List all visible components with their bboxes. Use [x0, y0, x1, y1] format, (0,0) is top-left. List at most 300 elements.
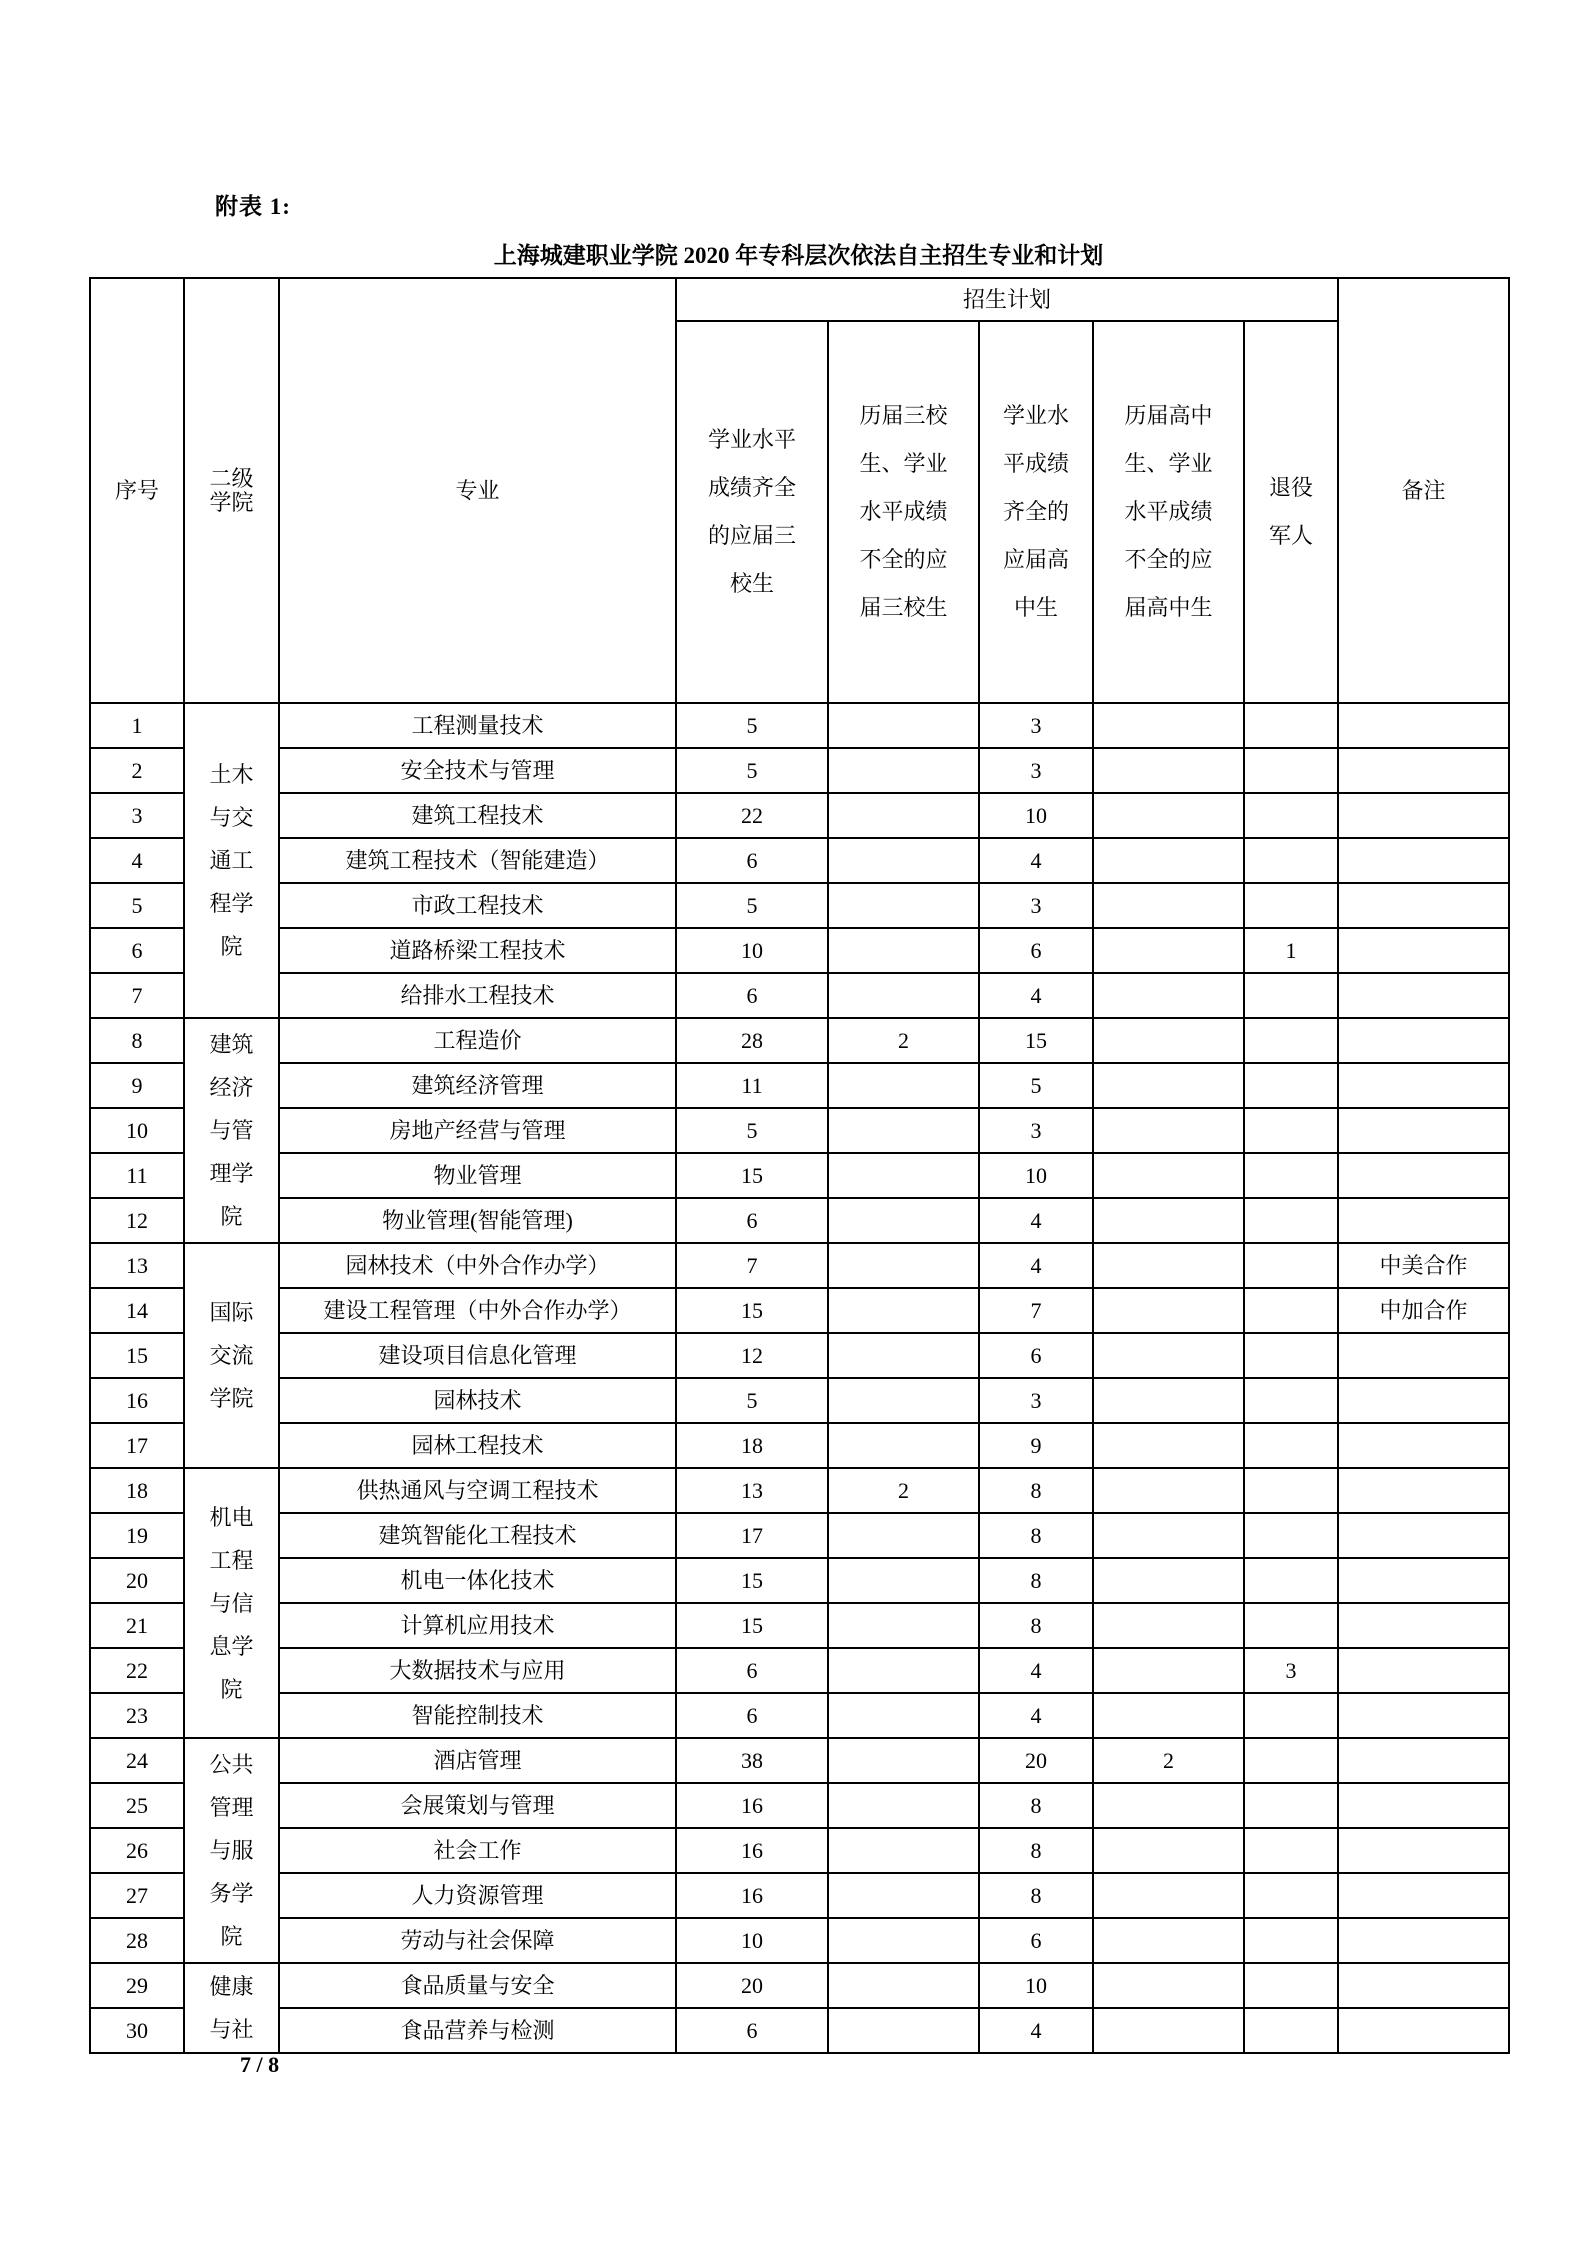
- major-cell: 工程测量技术: [279, 703, 676, 748]
- plan-fresh3-cell: 18: [676, 1423, 828, 1468]
- plan-pasths-cell: [1093, 1243, 1244, 1288]
- plan-fresh3-cell: 5: [676, 1378, 828, 1423]
- plan-freshhs-cell: 10: [979, 793, 1093, 838]
- remark-cell: [1338, 1153, 1509, 1198]
- major-cell: 建筑经济管理: [279, 1063, 676, 1108]
- plan-veteran-cell: [1244, 1378, 1338, 1423]
- table-row: [90, 1873, 1509, 1918]
- plan-freshhs-cell: 4: [979, 1198, 1093, 1243]
- plan-fresh3-cell: 10: [676, 928, 828, 973]
- table-row: [90, 1243, 1509, 1288]
- plan-past3-cell: [828, 973, 979, 1018]
- col-header-plan-group: [676, 278, 1338, 321]
- table-row: [90, 1513, 1509, 1558]
- plan-pasths-cell: [1093, 1288, 1244, 1333]
- remark-cell: [1338, 2008, 1509, 2053]
- col-header-past3-label: 历届三校生、学业水平成绩不全的应届三校生: [859, 403, 948, 620]
- plan-fresh3-cell: 28: [676, 1018, 828, 1063]
- remark-cell: 中美合作: [1338, 1243, 1509, 1288]
- plan-past3-cell: 2: [828, 1018, 979, 1063]
- major-cell: 会展策划与管理: [279, 1783, 676, 1828]
- plan-past3-cell: [828, 1828, 979, 1873]
- plan-past3-cell: [828, 1693, 979, 1738]
- plan-fresh3-cell: 6: [676, 2008, 828, 2053]
- major-cell: 劳动与社会保障: [279, 1918, 676, 1963]
- row-number-cell: 10: [90, 1108, 184, 1153]
- remark-cell: [1338, 1468, 1509, 1513]
- remark-cell: [1338, 1423, 1509, 1468]
- plan-freshhs-cell: 3: [979, 1378, 1093, 1423]
- plan-fresh3-cell: 16: [676, 1828, 828, 1873]
- row-number-cell: 28: [90, 1918, 184, 1963]
- plan-past3-cell: [828, 1918, 979, 1963]
- major-cell: 道路桥梁工程技术: [279, 928, 676, 973]
- major-cell: 给排水工程技术: [279, 973, 676, 1018]
- plan-freshhs-cell: 20: [979, 1738, 1093, 1783]
- remark-cell: [1338, 1378, 1509, 1423]
- table-row: [90, 1423, 1509, 1468]
- row-number-cell: 20: [90, 1558, 184, 1603]
- remark-cell: [1338, 1603, 1509, 1648]
- plan-veteran-cell: [1244, 1963, 1338, 2008]
- plan-fresh3-cell: 6: [676, 973, 828, 1018]
- plan-past3-cell: [828, 1198, 979, 1243]
- plan-freshhs-cell: 3: [979, 703, 1093, 748]
- remark-cell: [1338, 1513, 1509, 1558]
- plan-past3-cell: [828, 838, 979, 883]
- plan-freshhs-cell: 10: [979, 1153, 1093, 1198]
- plan-past3-cell: [828, 1648, 979, 1693]
- row-number-cell: 21: [90, 1603, 184, 1648]
- plan-freshhs-cell: 15: [979, 1018, 1093, 1063]
- row-number-cell: 24: [90, 1738, 184, 1783]
- remark-cell: [1338, 838, 1509, 883]
- plan-veteran-cell: [1244, 1513, 1338, 1558]
- plan-veteran-cell: [1244, 1288, 1338, 1333]
- plan-fresh3-cell: 13: [676, 1468, 828, 1513]
- remark-cell: [1338, 1738, 1509, 1783]
- plan-pasths-cell: [1093, 1423, 1244, 1468]
- table-row: [90, 1693, 1509, 1738]
- table-row: [90, 1198, 1509, 1243]
- major-cell: 人力资源管理: [279, 1873, 676, 1918]
- plan-freshhs-cell: 7: [979, 1288, 1093, 1333]
- plan-pasths-cell: [1093, 2008, 1244, 2053]
- plan-fresh3-cell: 5: [676, 703, 828, 748]
- plan-veteran-cell: [1244, 1693, 1338, 1738]
- major-cell: 建设项目信息化管理: [279, 1333, 676, 1378]
- plan-pasths-cell: [1093, 1873, 1244, 1918]
- plan-freshhs-cell: 3: [979, 883, 1093, 928]
- plan-past3-cell: [828, 883, 979, 928]
- major-cell: 供热通风与空调工程技术: [279, 1468, 676, 1513]
- plan-past3-cell: [828, 1963, 979, 2008]
- plan-veteran-cell: 3: [1244, 1648, 1338, 1693]
- plan-freshhs-cell: 4: [979, 1693, 1093, 1738]
- plan-freshhs-cell: 8: [979, 1828, 1093, 1873]
- plan-pasths-cell: [1093, 883, 1244, 928]
- remark-cell: [1338, 1693, 1509, 1738]
- row-number-cell: 6: [90, 928, 184, 973]
- plan-veteran-cell: [1244, 748, 1338, 793]
- plan-freshhs-cell: 6: [979, 1333, 1093, 1378]
- plan-past3-cell: [828, 1513, 979, 1558]
- plan-past3-cell: [828, 1288, 979, 1333]
- plan-pasths-cell: [1093, 1378, 1244, 1423]
- major-cell: 物业管理(智能管理): [279, 1198, 676, 1243]
- table-row: [90, 1018, 1509, 1063]
- enrollment-table: [89, 277, 1510, 2054]
- major-cell: 园林工程技术: [279, 1423, 676, 1468]
- table-row: [90, 838, 1509, 883]
- plan-veteran-cell: [1244, 1243, 1338, 1288]
- table-row: [90, 1378, 1509, 1423]
- plan-freshhs-cell: 8: [979, 1603, 1093, 1648]
- plan-fresh3-cell: 6: [676, 1693, 828, 1738]
- major-cell: 建设工程管理（中外合作办学）: [279, 1288, 676, 1333]
- remark-cell: [1338, 1198, 1509, 1243]
- table-row: [90, 1828, 1509, 1873]
- major-cell: 园林技术（中外合作办学）: [279, 1243, 676, 1288]
- col-header-fresh3: [676, 321, 828, 703]
- table-row: [90, 748, 1509, 793]
- plan-veteran-cell: [1244, 883, 1338, 928]
- major-cell: 酒店管理: [279, 1738, 676, 1783]
- col-header-major: [279, 278, 676, 703]
- plan-veteran-cell: [1244, 1783, 1338, 1828]
- plan-pasths-cell: [1093, 1198, 1244, 1243]
- table-row: [90, 1738, 1509, 1783]
- row-number-cell: 30: [90, 2008, 184, 2053]
- plan-pasths-cell: [1093, 748, 1244, 793]
- major-cell: 园林技术: [279, 1378, 676, 1423]
- col-header-pasths: [1093, 321, 1244, 703]
- plan-past3-cell: [828, 1378, 979, 1423]
- row-number-cell: 14: [90, 1288, 184, 1333]
- plan-freshhs-cell: 3: [979, 748, 1093, 793]
- major-cell: 食品营养与检测: [279, 2008, 676, 2053]
- plan-fresh3-cell: 17: [676, 1513, 828, 1558]
- remark-cell: [1338, 1648, 1509, 1693]
- table-row: [90, 1468, 1509, 1513]
- remark-cell: [1338, 703, 1509, 748]
- row-number-cell: 7: [90, 973, 184, 1018]
- col-header-major-label: 专业: [455, 477, 500, 503]
- plan-fresh3-cell: 15: [676, 1558, 828, 1603]
- college-name: 健康与社: [209, 1974, 254, 2042]
- plan-pasths-cell: [1093, 1693, 1244, 1738]
- plan-pasths-cell: [1093, 973, 1244, 1018]
- col-header-fresh3-label: 学业水平成绩齐全的应届三校生: [707, 427, 796, 596]
- plan-pasths-cell: [1093, 793, 1244, 838]
- table-row: [90, 1108, 1509, 1153]
- plan-pasths-cell: [1093, 1558, 1244, 1603]
- plan-freshhs-cell: 4: [979, 1648, 1093, 1693]
- plan-past3-cell: [828, 703, 979, 748]
- table-body: [90, 703, 1509, 2053]
- plan-pasths-cell: [1093, 1603, 1244, 1648]
- table-row: [90, 2008, 1509, 2053]
- row-number-cell: 9: [90, 1063, 184, 1108]
- remark-cell: [1338, 1918, 1509, 1963]
- plan-fresh3-cell: 5: [676, 883, 828, 928]
- remark-cell: [1338, 1018, 1509, 1063]
- row-number-cell: 3: [90, 793, 184, 838]
- college-cell: [184, 1468, 279, 1738]
- plan-fresh3-cell: 22: [676, 793, 828, 838]
- plan-freshhs-cell: 6: [979, 1918, 1093, 1963]
- plan-pasths-cell: [1093, 1018, 1244, 1063]
- plan-veteran-cell: [1244, 1558, 1338, 1603]
- row-number-cell: 5: [90, 883, 184, 928]
- table-row: [90, 1558, 1509, 1603]
- plan-veteran-cell: [1244, 1063, 1338, 1108]
- plan-veteran-cell: [1244, 1828, 1338, 1873]
- row-number-cell: 16: [90, 1378, 184, 1423]
- remark-cell: [1338, 748, 1509, 793]
- table-row: [90, 1063, 1509, 1108]
- row-number-cell: 22: [90, 1648, 184, 1693]
- plan-fresh3-cell: 6: [676, 838, 828, 883]
- plan-past3-cell: [828, 1558, 979, 1603]
- plan-freshhs-cell: 6: [979, 928, 1093, 973]
- plan-fresh3-cell: 6: [676, 1648, 828, 1693]
- col-header-veteran-label: 退役军人: [1268, 475, 1313, 548]
- plan-freshhs-cell: 9: [979, 1423, 1093, 1468]
- plan-fresh3-cell: 20: [676, 1963, 828, 2008]
- plan-veteran-cell: [1244, 1333, 1338, 1378]
- plan-fresh3-cell: 5: [676, 1108, 828, 1153]
- row-number-cell: 12: [90, 1198, 184, 1243]
- plan-past3-cell: 2: [828, 1468, 979, 1513]
- remark-cell: [1338, 1558, 1509, 1603]
- plan-fresh3-cell: 16: [676, 1783, 828, 1828]
- plan-freshhs-cell: 10: [979, 1963, 1093, 2008]
- plan-past3-cell: [828, 2008, 979, 2053]
- remark-cell: 中加合作: [1338, 1288, 1509, 1333]
- plan-fresh3-cell: 38: [676, 1738, 828, 1783]
- major-cell: 建筑智能化工程技术: [279, 1513, 676, 1558]
- header-row-top: [90, 278, 1509, 321]
- plan-fresh3-cell: 7: [676, 1243, 828, 1288]
- plan-freshhs-cell: 8: [979, 1873, 1093, 1918]
- plan-past3-cell: [828, 1423, 979, 1468]
- col-header-pasths-label: 历届高中生、学业水平成绩不全的应届高中生: [1124, 403, 1213, 620]
- plan-freshhs-cell: 3: [979, 1108, 1093, 1153]
- table-row: [90, 703, 1509, 748]
- plan-veteran-cell: [1244, 973, 1338, 1018]
- col-header-college: [184, 278, 279, 703]
- remark-cell: [1338, 1783, 1509, 1828]
- major-cell: 大数据技术与应用: [279, 1648, 676, 1693]
- row-number-cell: 8: [90, 1018, 184, 1063]
- remark-cell: [1338, 1063, 1509, 1108]
- plan-veteran-cell: [1244, 793, 1338, 838]
- plan-past3-cell: [828, 1603, 979, 1648]
- plan-pasths-cell: [1093, 1918, 1244, 1963]
- plan-past3-cell: [828, 1153, 979, 1198]
- major-cell: 食品质量与安全: [279, 1963, 676, 2008]
- major-cell: 建筑工程技术（智能建造）: [279, 838, 676, 883]
- row-number-cell: 26: [90, 1828, 184, 1873]
- row-number-cell: 23: [90, 1693, 184, 1738]
- college-cell: [184, 1963, 279, 2053]
- major-cell: 计算机应用技术: [279, 1603, 676, 1648]
- college-name: 建筑经济与管理学院: [209, 1032, 254, 1229]
- plan-veteran-cell: [1244, 2008, 1338, 2053]
- college-name: 机电工程与信息学院: [209, 1504, 254, 1702]
- table-row: [90, 883, 1509, 928]
- remark-cell: [1338, 1333, 1509, 1378]
- table-row: [90, 1153, 1509, 1198]
- college-name: 国际交流学院: [209, 1300, 254, 1411]
- page-number: 7 / 8: [240, 2052, 280, 2077]
- plan-freshhs-cell: 4: [979, 973, 1093, 1018]
- plan-veteran-cell: [1244, 1918, 1338, 1963]
- plan-pasths-cell: [1093, 1063, 1244, 1108]
- row-number-cell: 4: [90, 838, 184, 883]
- table-row: [90, 1918, 1509, 1963]
- col-header-remark-label: 备注: [1401, 477, 1446, 503]
- major-cell: 机电一体化技术: [279, 1558, 676, 1603]
- college-cell: [184, 703, 279, 1018]
- major-cell: 工程造价: [279, 1018, 676, 1063]
- plan-veteran-cell: [1244, 838, 1338, 883]
- plan-veteran-cell: [1244, 1738, 1338, 1783]
- major-cell: 智能控制技术: [279, 1693, 676, 1738]
- plan-freshhs-cell: 8: [979, 1558, 1093, 1603]
- remark-cell: [1338, 1873, 1509, 1918]
- row-number-cell: 27: [90, 1873, 184, 1918]
- major-cell: 安全技术与管理: [279, 748, 676, 793]
- major-cell: 社会工作: [279, 1828, 676, 1873]
- plan-pasths-cell: [1093, 703, 1244, 748]
- col-header-freshhs: [979, 321, 1093, 703]
- plan-veteran-cell: [1244, 1603, 1338, 1648]
- plan-fresh3-cell: 6: [676, 1198, 828, 1243]
- plan-past3-cell: [828, 1333, 979, 1378]
- remark-cell: [1338, 1828, 1509, 1873]
- document-title: 上海城建职业学院 2020 年专科层次依法自主招生专业和计划: [493, 243, 1104, 268]
- plan-pasths-cell: 2: [1093, 1738, 1244, 1783]
- plan-fresh3-cell: 16: [676, 1873, 828, 1918]
- college-cell: [184, 1738, 279, 1963]
- plan-fresh3-cell: 5: [676, 748, 828, 793]
- plan-past3-cell: [828, 1873, 979, 1918]
- col-header-freshhs-label: 学业水平成绩齐全的应届高中生: [1002, 403, 1069, 620]
- col-header-remark: [1338, 278, 1509, 703]
- table-row: [90, 1333, 1509, 1378]
- row-number-cell: 13: [90, 1243, 184, 1288]
- row-number-cell: 15: [90, 1333, 184, 1378]
- plan-past3-cell: [828, 1243, 979, 1288]
- table-row: [90, 928, 1509, 973]
- plan-veteran-cell: [1244, 1873, 1338, 1918]
- plan-veteran-cell: [1244, 1108, 1338, 1153]
- plan-fresh3-cell: 15: [676, 1153, 828, 1198]
- plan-fresh3-cell: 15: [676, 1288, 828, 1333]
- plan-past3-cell: [828, 1783, 979, 1828]
- plan-freshhs-cell: 5: [979, 1063, 1093, 1108]
- row-number-cell: 25: [90, 1783, 184, 1828]
- plan-fresh3-cell: 10: [676, 1918, 828, 1963]
- plan-past3-cell: [828, 748, 979, 793]
- plan-veteran-cell: [1244, 1198, 1338, 1243]
- plan-pasths-cell: [1093, 1333, 1244, 1378]
- plan-freshhs-cell: 4: [979, 1243, 1093, 1288]
- attachment-label: 附表 1:: [215, 194, 291, 219]
- col-header-veteran: [1244, 321, 1338, 703]
- major-cell: 物业管理: [279, 1153, 676, 1198]
- college-name: 土木与交通工程学院: [209, 762, 254, 959]
- college-cell: [184, 1243, 279, 1468]
- col-header-seq: [90, 278, 184, 703]
- major-cell: 房地产经营与管理: [279, 1108, 676, 1153]
- plan-fresh3-cell: 12: [676, 1333, 828, 1378]
- plan-pasths-cell: [1093, 838, 1244, 883]
- plan-veteran-cell: [1244, 1153, 1338, 1198]
- plan-past3-cell: [828, 928, 979, 973]
- table-row: [90, 973, 1509, 1018]
- col-header-plan-group-label: 招生计划: [963, 286, 1052, 312]
- row-number-cell: 17: [90, 1423, 184, 1468]
- plan-pasths-cell: [1093, 1468, 1244, 1513]
- plan-past3-cell: [828, 1738, 979, 1783]
- plan-fresh3-cell: 11: [676, 1063, 828, 1108]
- plan-veteran-cell: 1: [1244, 928, 1338, 973]
- table-row: [90, 1288, 1509, 1333]
- row-number-cell: 29: [90, 1963, 184, 2008]
- plan-pasths-cell: [1093, 1828, 1244, 1873]
- plan-freshhs-cell: 4: [979, 2008, 1093, 2053]
- col-header-seq-label: 序号: [114, 477, 159, 503]
- plan-veteran-cell: [1244, 1423, 1338, 1468]
- col-header-college-label: 二级学院: [209, 465, 254, 515]
- plan-pasths-cell: [1093, 1963, 1244, 2008]
- plan-past3-cell: [828, 1063, 979, 1108]
- table-row: [90, 1603, 1509, 1648]
- row-number-cell: 11: [90, 1153, 184, 1198]
- row-number-cell: 18: [90, 1468, 184, 1513]
- plan-freshhs-cell: 4: [979, 838, 1093, 883]
- plan-past3-cell: [828, 1108, 979, 1153]
- plan-pasths-cell: [1093, 1648, 1244, 1693]
- remark-cell: [1338, 1108, 1509, 1153]
- col-header-past3: [828, 321, 979, 703]
- row-number-cell: 2: [90, 748, 184, 793]
- major-cell: 市政工程技术: [279, 883, 676, 928]
- plan-pasths-cell: [1093, 928, 1244, 973]
- remark-cell: [1338, 883, 1509, 928]
- plan-freshhs-cell: 8: [979, 1513, 1093, 1558]
- table-row: [90, 1963, 1509, 2008]
- remark-cell: [1338, 928, 1509, 973]
- plan-veteran-cell: [1244, 1468, 1338, 1513]
- row-number-cell: 1: [90, 703, 184, 748]
- plan-fresh3-cell: 15: [676, 1603, 828, 1648]
- plan-pasths-cell: [1093, 1783, 1244, 1828]
- plan-pasths-cell: [1093, 1153, 1244, 1198]
- major-cell: 建筑工程技术: [279, 793, 676, 838]
- row-number-cell: 19: [90, 1513, 184, 1558]
- plan-pasths-cell: [1093, 1108, 1244, 1153]
- table-row: [90, 793, 1509, 838]
- plan-freshhs-cell: 8: [979, 1783, 1093, 1828]
- table-row: [90, 1783, 1509, 1828]
- college-name: 公共管理与服务学院: [209, 1752, 254, 1949]
- plan-veteran-cell: [1244, 1018, 1338, 1063]
- remark-cell: [1338, 973, 1509, 1018]
